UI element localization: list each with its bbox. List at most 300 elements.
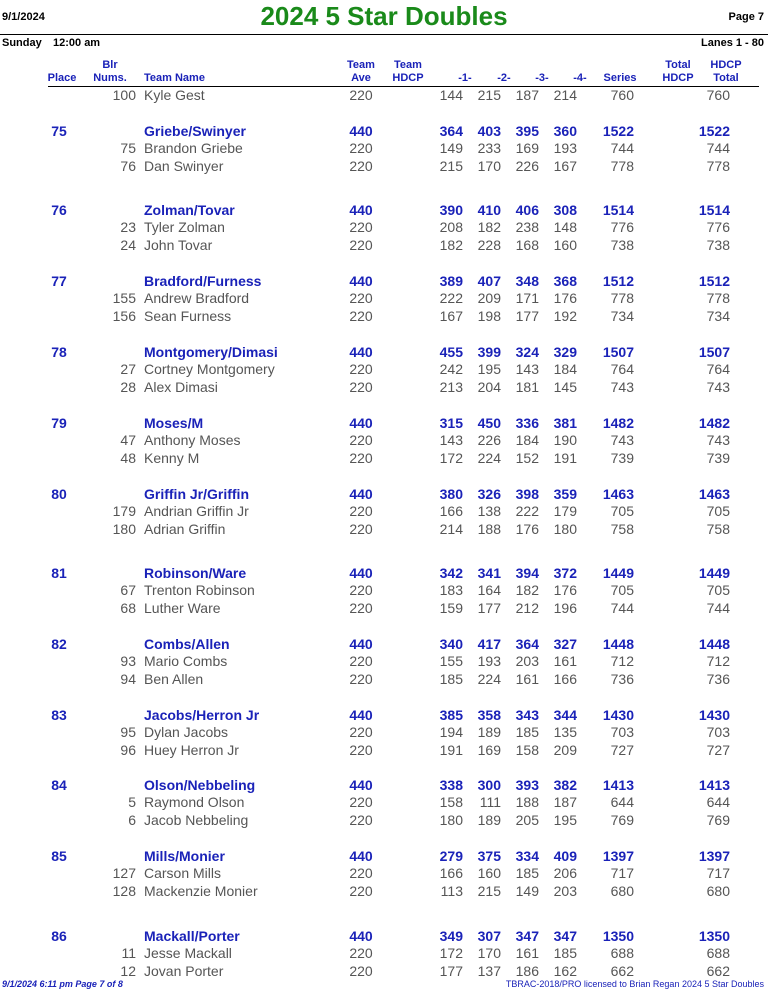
game-2-score: 228 (477, 237, 501, 253)
game-4-score: 148 (553, 219, 577, 235)
col-hdcp-total-line1: HDCP (710, 59, 742, 71)
game-2-score: 189 (477, 812, 501, 828)
team-row (0, 635, 768, 653)
bowler-average: 220 (349, 653, 373, 669)
game-4-score: 185 (553, 945, 577, 961)
game-1-score: 194 (439, 724, 463, 740)
col-team-hdcp-line1: Team (394, 59, 422, 71)
game-1-score: 166 (439, 865, 463, 881)
game-3-score: 394 (515, 565, 539, 581)
bowler-number: 12 (120, 963, 136, 979)
team-average: 440 (349, 202, 373, 218)
game-3-score: 161 (515, 945, 539, 961)
game-4-score: 329 (553, 344, 577, 360)
bowler-average: 220 (349, 671, 373, 687)
bowler-name: Sean Furness (144, 308, 232, 324)
team-name: Griffin Jr/Griffin (144, 486, 249, 502)
series-total: 1448 (602, 636, 634, 652)
report-date: 9/1/2024 (2, 11, 45, 23)
series-total: 705 (610, 503, 634, 519)
team-row (0, 847, 768, 865)
team-place: 81 (51, 565, 67, 581)
bowler-average: 220 (349, 450, 373, 466)
hdcp-total: 778 (706, 158, 730, 174)
game-1-score: 390 (439, 202, 463, 218)
hdcp-total: 705 (706, 582, 730, 598)
player-row (0, 157, 768, 175)
game-2-score: 188 (477, 521, 501, 537)
player-row (0, 670, 768, 688)
bowler-average: 220 (349, 361, 373, 377)
team-row (0, 776, 768, 794)
hdcp-total: 1507 (698, 344, 730, 360)
game-4-score: 347 (553, 928, 577, 944)
game-1-score: 177 (439, 963, 463, 979)
game-1-score: 340 (439, 636, 463, 652)
player-row (0, 599, 768, 617)
game-4-score: 192 (553, 308, 577, 324)
game-4-score: 160 (553, 237, 577, 253)
game-3-score: 212 (515, 600, 539, 616)
series-total: 1507 (602, 344, 634, 360)
game-4-score: 344 (553, 707, 577, 723)
series-total: 760 (610, 87, 634, 103)
game-4-score: 187 (553, 794, 577, 810)
game-1-score: 315 (439, 415, 463, 431)
hdcp-total: 758 (706, 521, 730, 537)
game-3-score: 168 (515, 237, 539, 253)
team-average: 440 (349, 636, 373, 652)
hdcp-total: 1448 (698, 636, 730, 652)
hdcp-total: 778 (706, 290, 730, 306)
game-4-score: 195 (553, 812, 577, 828)
bowler-average: 220 (349, 308, 373, 324)
series-total: 1413 (602, 777, 634, 793)
game-2-score: 226 (477, 432, 501, 448)
series-total: 738 (610, 237, 634, 253)
series-total: 727 (610, 742, 634, 758)
player-row (0, 723, 768, 741)
game-4-score: 176 (553, 290, 577, 306)
game-1-score: 214 (439, 521, 463, 537)
bowler-average: 220 (349, 237, 373, 253)
game-1-score: 213 (439, 379, 463, 395)
col-team-ave-line1: Team (347, 59, 375, 71)
team-row (0, 706, 768, 724)
hdcp-total: 1449 (698, 565, 730, 581)
game-1-score: 149 (439, 140, 463, 156)
hdcp-total: 688 (706, 945, 730, 961)
game-2-score: 160 (477, 865, 501, 881)
hdcp-total: 743 (706, 379, 730, 395)
team-place: 85 (51, 848, 67, 864)
game-4-score: 214 (553, 87, 577, 103)
game-2-score: 195 (477, 361, 501, 377)
bowler-average: 220 (349, 945, 373, 961)
bowler-name: Andrian Griffin Jr (144, 503, 249, 519)
series-total: 739 (610, 450, 634, 466)
bowler-average: 220 (349, 432, 373, 448)
game-1-score: 364 (439, 123, 463, 139)
game-2-score: 215 (477, 883, 501, 899)
hdcp-total: 738 (706, 237, 730, 253)
bowler-number: 11 (121, 945, 136, 961)
bowler-number: 23 (120, 219, 136, 235)
series-total: 1482 (602, 415, 634, 431)
game-3-score: 226 (515, 158, 539, 174)
game-2-score: 307 (477, 928, 501, 944)
team-average: 440 (349, 928, 373, 944)
player-row (0, 811, 768, 829)
game-2-score: 224 (477, 450, 501, 466)
game-3-score: 334 (515, 848, 539, 864)
bowler-number: 179 (112, 503, 136, 519)
bowler-average: 220 (349, 158, 373, 174)
game-3-score: 406 (515, 202, 539, 218)
hdcp-total: 705 (706, 503, 730, 519)
game-4-score: 166 (553, 671, 577, 687)
game-2-score: 215 (477, 87, 501, 103)
game-1-score: 180 (439, 812, 463, 828)
bowler-average: 220 (349, 600, 373, 616)
bowler-average: 220 (349, 582, 373, 598)
game-4-score: 360 (553, 123, 577, 139)
bowler-number: 5 (128, 794, 136, 810)
hdcp-total: 739 (706, 450, 730, 466)
series-total: 758 (610, 521, 634, 537)
team-row (0, 272, 768, 290)
game-3-score: 182 (515, 582, 539, 598)
bowler-name: Raymond Olson (144, 794, 245, 810)
bowler-name: Mario Combs (144, 653, 228, 669)
bowler-number: 67 (120, 582, 136, 598)
team-average: 440 (349, 273, 373, 289)
session-time: 12:00 am (53, 37, 101, 49)
game-3-score: 336 (515, 415, 539, 431)
game-1-score: 342 (439, 565, 463, 581)
series-total: 703 (610, 724, 634, 740)
team-row (0, 122, 768, 140)
game-1-score: 279 (439, 848, 463, 864)
series-total: 712 (610, 653, 634, 669)
team-name: Mills/Monier (144, 848, 225, 864)
series-total: 778 (610, 290, 634, 306)
player-row (0, 581, 768, 599)
player-row (0, 378, 768, 396)
player-row (0, 139, 768, 157)
hdcp-total: 1522 (698, 123, 730, 139)
game-4-score: 382 (553, 777, 577, 793)
team-average: 440 (349, 344, 373, 360)
bowler-number: 95 (120, 724, 136, 740)
game-3-score: 185 (515, 724, 539, 740)
series-total: 1522 (602, 123, 634, 139)
col-team-hdcp-line2: HDCP (392, 72, 424, 84)
bowler-name: Andrew Bradford (144, 290, 250, 306)
team-average: 440 (349, 777, 373, 793)
hdcp-total: 712 (706, 653, 730, 669)
game-3-score: 177 (515, 308, 539, 324)
player-row (0, 793, 768, 811)
col-blr-line1: Blr (102, 59, 118, 71)
series-total: 717 (610, 865, 634, 881)
bowler-number: 180 (112, 521, 136, 537)
team-row (0, 343, 768, 361)
team-place: 80 (51, 486, 67, 502)
series-total: 1397 (602, 848, 634, 864)
col-hdcp-total-line2: Total (713, 72, 739, 84)
team-place: 83 (51, 707, 67, 723)
hdcp-total: 680 (706, 883, 730, 899)
series-total: 743 (610, 379, 634, 395)
game-1-score: 389 (439, 273, 463, 289)
game-3-score: 184 (515, 432, 539, 448)
game-2-score: 233 (477, 140, 501, 156)
team-place: 82 (51, 636, 67, 652)
game-4-score: 196 (553, 600, 577, 616)
game-1-score: 166 (439, 503, 463, 519)
game-1-score: 113 (440, 883, 463, 899)
game-1-score: 380 (439, 486, 463, 502)
bowler-average: 220 (349, 521, 373, 537)
game-4-score: 145 (553, 379, 577, 395)
bowler-average: 220 (349, 724, 373, 740)
hdcp-total: 703 (706, 724, 730, 740)
game-4-score: 308 (553, 202, 577, 218)
game-1-score: 191 (439, 742, 463, 758)
team-place: 78 (51, 344, 67, 360)
hdcp-total: 760 (706, 87, 730, 103)
game-3-score: 187 (515, 87, 539, 103)
bowler-number: 76 (120, 158, 136, 174)
game-3-score: 222 (515, 503, 539, 519)
team-row (0, 564, 768, 582)
bowler-name: Huey Herron Jr (144, 742, 239, 758)
player-row (0, 741, 768, 759)
page-title: 2024 5 Star Doubles (260, 1, 508, 31)
bowler-name: Carson Mills (144, 865, 222, 881)
series-total: 744 (610, 600, 634, 616)
game-3-score: 158 (515, 742, 539, 758)
game-2-score: 403 (477, 123, 501, 139)
series-total: 776 (610, 219, 634, 235)
game-4-score: 203 (553, 883, 577, 899)
bowler-average: 220 (349, 794, 373, 810)
game-3-score: 393 (515, 777, 539, 793)
player-row (0, 236, 768, 254)
series-total: 1463 (602, 486, 634, 502)
game-3-score: 181 (515, 379, 539, 395)
game-2-score: 204 (477, 379, 501, 395)
bowler-number: 6 (128, 812, 136, 828)
series-total: 736 (610, 671, 634, 687)
game-1-score: 172 (439, 945, 463, 961)
series-total: 1514 (602, 202, 634, 218)
hdcp-total: 1482 (698, 415, 730, 431)
player-row (0, 86, 768, 104)
bowler-number: 27 (120, 361, 136, 377)
player-row (0, 431, 768, 449)
team-average: 440 (349, 486, 373, 502)
bowler-number: 128 (112, 883, 136, 899)
hdcp-total: 662 (706, 963, 730, 979)
game-3-score: 161 (515, 671, 539, 687)
series-total: 1449 (602, 565, 634, 581)
game-4-score: 409 (553, 848, 577, 864)
series-total: 680 (610, 883, 634, 899)
game-4-score: 161 (553, 653, 577, 669)
team-row (0, 927, 768, 945)
series-total: 769 (610, 812, 634, 828)
hdcp-total: 769 (706, 812, 730, 828)
series-total: 734 (610, 308, 634, 324)
game-4-score: 180 (553, 521, 577, 537)
col-team-ave-line2: Ave (351, 72, 371, 84)
player-row (0, 449, 768, 467)
game-3-score: 395 (515, 123, 539, 139)
team-place: 79 (51, 415, 67, 431)
hdcp-total: 1512 (698, 273, 730, 289)
game-1-score: 215 (439, 158, 463, 174)
hdcp-total: 776 (706, 219, 730, 235)
series-total: 662 (610, 963, 634, 979)
team-place: 84 (51, 777, 67, 793)
team-name: Mackall/Porter (144, 928, 240, 944)
team-place: 86 (51, 928, 67, 944)
bowler-name: Dan Swinyer (144, 158, 224, 174)
bowler-name: Anthony Moses (144, 432, 241, 448)
team-average: 440 (349, 565, 373, 581)
bowler-name: Kenny M (144, 450, 200, 466)
player-row (0, 882, 768, 900)
game-1-score: 349 (439, 928, 463, 944)
bowler-name: Kyle Gest (144, 87, 205, 103)
team-place: 77 (51, 273, 67, 289)
bowler-name: Mackenzie Monier (144, 883, 258, 899)
hdcp-total: 744 (706, 600, 730, 616)
series-total: 744 (610, 140, 634, 156)
game-2-score: 193 (477, 653, 501, 669)
game-2-score: 137 (477, 963, 501, 979)
col-game-1: -1- (458, 72, 472, 84)
game-2-score: 170 (477, 945, 501, 961)
game-2-score: 407 (477, 273, 501, 289)
player-row (0, 289, 768, 307)
bowler-average: 220 (349, 963, 373, 979)
player-row (0, 360, 768, 378)
game-3-score: 171 (515, 290, 539, 306)
game-2-score: 358 (477, 707, 501, 723)
game-3-score: 398 (515, 486, 539, 502)
game-2-score: 164 (477, 582, 501, 598)
team-name: Olson/Nebbeling (144, 777, 256, 793)
game-2-score: 111 (479, 794, 501, 810)
game-2-score: 182 (477, 219, 501, 235)
game-2-score: 198 (477, 308, 501, 324)
game-3-score: 324 (515, 344, 539, 360)
hdcp-total: 1397 (698, 848, 730, 864)
game-1-score: 144 (439, 87, 463, 103)
game-2-score: 209 (477, 290, 501, 306)
bowler-average: 220 (349, 883, 373, 899)
game-4-score: 209 (553, 742, 577, 758)
game-3-score: 143 (515, 361, 539, 377)
bowler-name: Cortney Montgomery (144, 361, 275, 377)
game-2-score: 410 (477, 202, 501, 218)
game-3-score: 152 (515, 450, 539, 466)
game-2-score: 341 (477, 565, 501, 581)
team-average: 440 (349, 848, 373, 864)
bowler-name: Jacob Nebbeling (144, 812, 249, 828)
bowler-average: 220 (349, 379, 373, 395)
game-1-score: 159 (439, 600, 463, 616)
game-4-score: 179 (553, 503, 577, 519)
col-total-hdcp-line2: HDCP (662, 72, 694, 84)
bowler-number: 100 (112, 87, 136, 103)
game-4-score: 190 (553, 432, 577, 448)
bowler-number: 47 (120, 432, 136, 448)
team-average: 440 (349, 123, 373, 139)
series-total: 644 (610, 794, 634, 810)
game-2-score: 326 (477, 486, 501, 502)
game-1-score: 455 (439, 344, 463, 360)
page-number: Page 7 (728, 11, 764, 23)
bowler-average: 220 (349, 219, 373, 235)
hdcp-total: 764 (706, 361, 730, 377)
game-2-score: 375 (477, 848, 501, 864)
hdcp-total: 1413 (698, 777, 730, 793)
lanes-range: Lanes 1 - 80 (701, 37, 764, 49)
player-row (0, 218, 768, 236)
player-row (0, 502, 768, 520)
game-1-score: 158 (439, 794, 463, 810)
team-average: 440 (349, 707, 373, 723)
player-row (0, 520, 768, 538)
game-3-score: 205 (515, 812, 539, 828)
col-total-hdcp-line1: Total (665, 59, 691, 71)
game-4-score: 191 (553, 450, 577, 466)
game-1-score: 222 (439, 290, 463, 306)
hdcp-total: 744 (706, 140, 730, 156)
team-place: 76 (51, 202, 67, 218)
bowler-name: Luther Ware (144, 600, 221, 616)
bowler-number: 96 (120, 742, 136, 758)
col-blr-line2: Nums. (93, 72, 127, 84)
bowler-average: 220 (349, 503, 373, 519)
bowler-number: 127 (112, 865, 136, 881)
bowler-average: 220 (349, 812, 373, 828)
series-total: 1430 (602, 707, 634, 723)
game-1-score: 167 (439, 308, 463, 324)
bowler-name: Ben Allen (144, 671, 204, 687)
bowler-name: Brandon Griebe (144, 140, 243, 156)
game-2-score: 224 (477, 671, 501, 687)
hdcp-total: 743 (706, 432, 730, 448)
game-1-score: 183 (439, 582, 463, 598)
game-3-score: 185 (515, 865, 539, 881)
team-row (0, 414, 768, 432)
player-row (0, 307, 768, 325)
bowler-number: 94 (120, 671, 136, 687)
team-name: Robinson/Ware (144, 565, 247, 581)
bowler-name: Dylan Jacobs (144, 724, 229, 740)
bowler-number: 68 (120, 600, 136, 616)
bowler-average: 220 (349, 865, 373, 881)
team-name: Combs/Allen (144, 636, 230, 652)
col-game-2: -2- (497, 72, 511, 84)
bowler-name: Alex Dimasi (144, 379, 218, 395)
bowler-number: 28 (120, 379, 136, 395)
